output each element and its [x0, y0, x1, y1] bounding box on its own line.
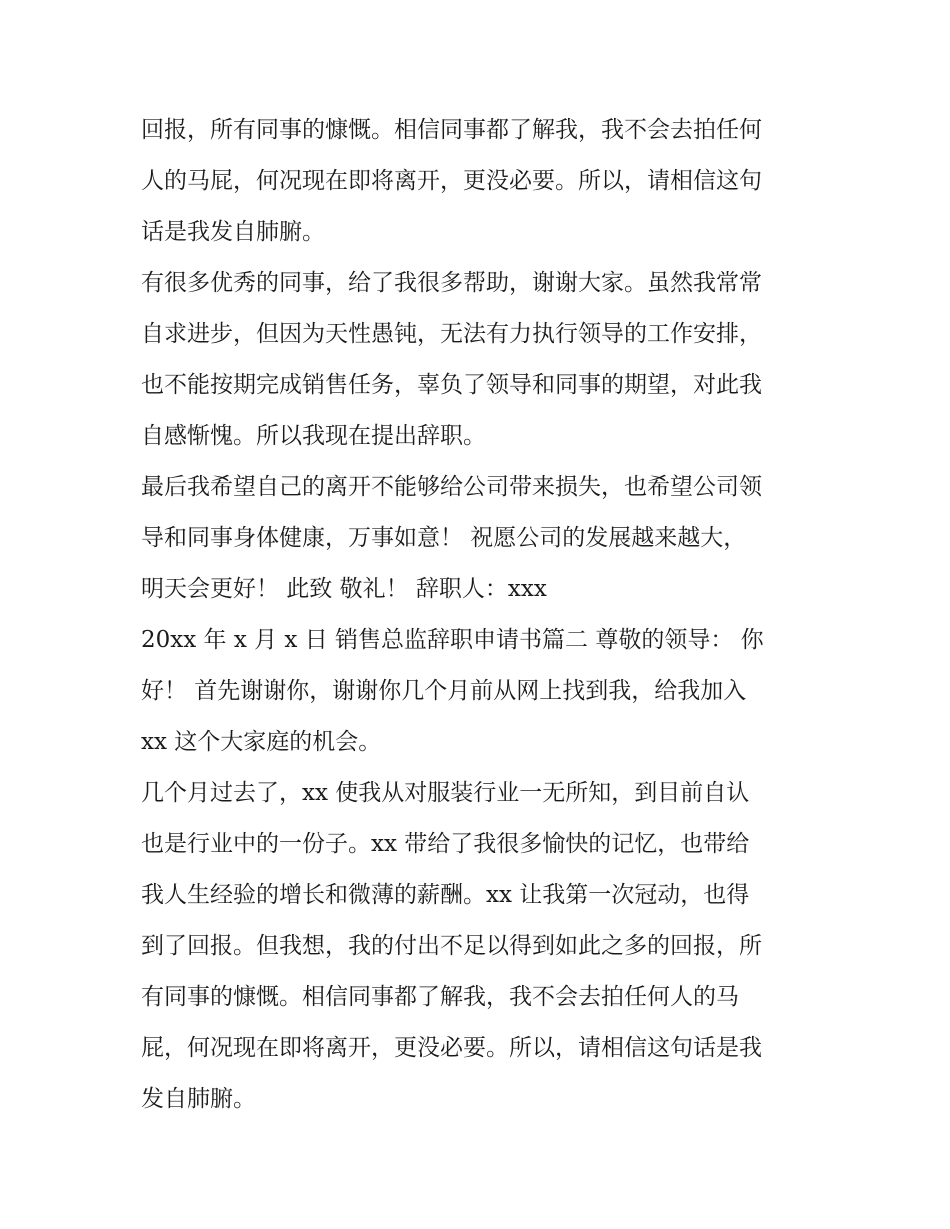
text-line: 也不能按期完成销售任务，辜负了领导和同事的期望，对此我	[141, 372, 762, 398]
text-line: 到了回报。但我想，我的付出不足以得到如此之多的回报，所	[141, 933, 762, 959]
document-body	[141, 105, 821, 1125]
text-line: 人的马屁，何况现在即将离开，更没必要。所以，请相信这句	[141, 168, 762, 194]
text-line: 也是行业中的一份子。xx 带给了我很多愉快的记忆，也带给	[141, 831, 750, 857]
text-line: xx 这个大家庭的机会。	[141, 729, 382, 755]
text-line: 自感惭愧。所以我现在提出辞职。	[141, 423, 486, 449]
text-line: 屁，何况现在即将离开，更没必要。所以，请相信这句话是我	[141, 1035, 762, 1061]
text-line: 自求进步，但因为天性愚钝，无法有力执行领导的工作安排，	[141, 321, 762, 347]
text-line: 有很多优秀的同事，给了我很多帮助，谢谢大家。虽然我常常	[141, 270, 762, 296]
text-line: 好！ 首先谢谢你，谢谢你几个月前从网上找到我，给我加入	[141, 678, 747, 704]
text-line: 话是我发自肺腑。	[141, 219, 325, 245]
text-line: 我人生经验的增长和微薄的薪酬。xx 让我第一次冠动，也得	[141, 882, 750, 908]
text-line: 回报，所有同事的慷慨。相信同事都了解我，我不会去拍任何	[141, 117, 762, 143]
text-line: 有同事的慷慨。相信同事都了解我，我不会去拍任何人的马	[141, 984, 739, 1010]
text-line: 最后我希望自己的离开不能够给公司带来损失，也希望公司领	[141, 474, 762, 500]
text-line: 导和同事身体健康，万事如意！ 祝愿公司的发展越来越大，	[141, 525, 747, 551]
text-line: 发自肺腑。	[141, 1086, 256, 1112]
text-line: 几个月过去了，xx 使我从对服装行业一无所知，到目前自认	[141, 780, 750, 806]
text-line: 明天会更好！ 此致 敬礼！ 辞职人：xxx	[141, 576, 547, 602]
text-line: 20xx 年 x 月 x 日 销售总监辞职申请书篇二 尊敬的领导： 你	[141, 627, 764, 653]
